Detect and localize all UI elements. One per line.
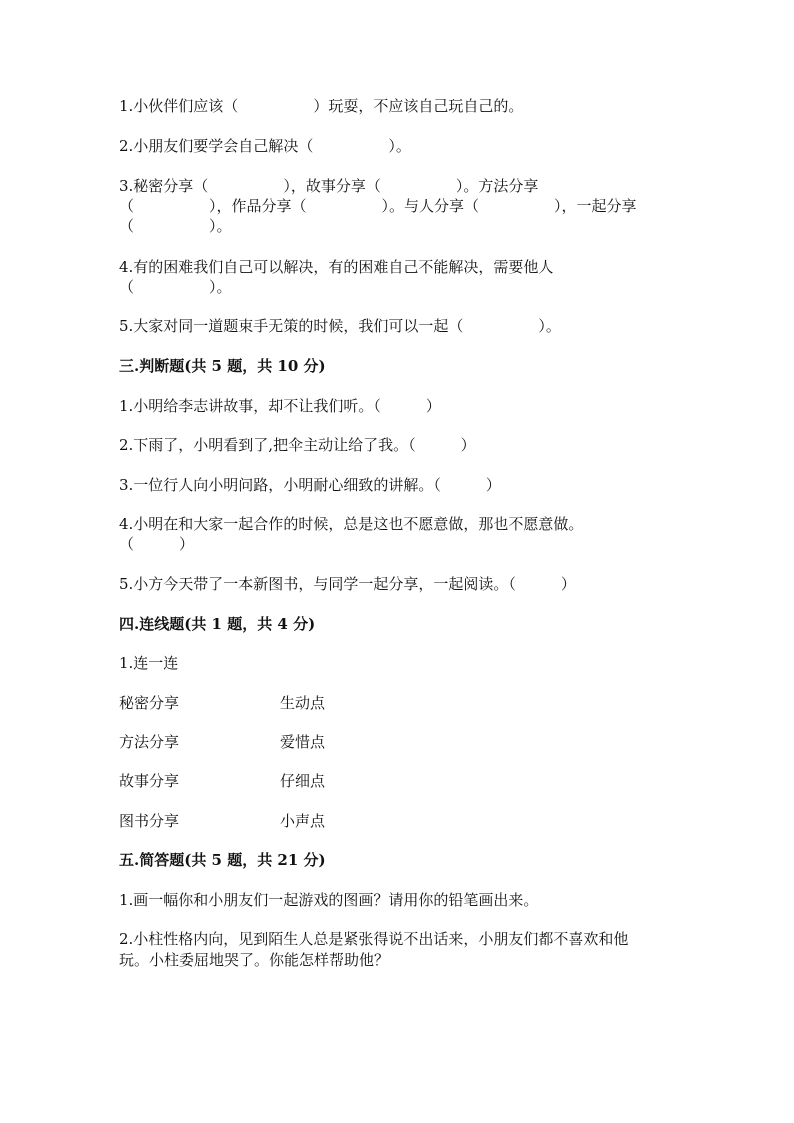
- fill-blank-q5: 5.大家对同一道题束手无策的时候，我们可以一起（ ）。: [119, 317, 561, 335]
- fill-blank-q3-line2: （ ），作品分享（ ）。与人分享（ ），一起分享: [119, 197, 637, 215]
- judge-q5: 5.小方今天带了一本新图书，与同学一起分享，一起阅读。（ ）: [119, 575, 576, 593]
- short-answer-section-heading: 五.简答题(共 5 题，共 21 分): [119, 851, 326, 869]
- judge-q3: 3.一位行人向小明问路，小明耐心细致的讲解。（ ）: [119, 476, 501, 494]
- matching-right-item: 小声点: [280, 812, 326, 830]
- matching-right-item: 爱惜点: [280, 733, 326, 751]
- matching-left-item: 故事分享: [119, 772, 180, 790]
- matching-section-heading: 四.连线题(共 1 题，共 4 分): [119, 615, 316, 633]
- matching-left-item: 秘密分享: [119, 694, 180, 712]
- judge-q2: 2.下雨了，小明看到了,把伞主动让给了我。（ ）: [119, 436, 476, 454]
- matching-right-item: 仔细点: [280, 772, 326, 790]
- matching-q1: 1.连一连: [119, 654, 179, 672]
- short-answer-q1: 1.画一幅你和小朋友们一起游戏的图画？请用你的铅笔画出来。: [119, 891, 539, 909]
- judge-q4-line2: （ ）: [119, 535, 195, 553]
- judge-section-heading: 三.判断题(共 5 题，共 10 分): [119, 357, 326, 375]
- matching-left-item: 方法分享: [119, 733, 180, 751]
- short-answer-q2-line2: 玩。小柱委屈地哭了。你能怎样帮助他？: [119, 951, 390, 969]
- fill-blank-q4-line1: 4.有的困难我们自己可以解决，有的困难自己不能解决，需要他人: [119, 258, 554, 276]
- fill-blank-q1: 1.小伙伴们应该（ ）玩耍，不应该自己玩自己的。: [119, 97, 524, 115]
- matching-left-item: 图书分享: [119, 812, 180, 830]
- matching-right-item: 生动点: [280, 694, 326, 712]
- short-answer-q2-line1: 2.小柱性格内向，见到陌生人总是紧张得说不出话来，小朋友们都不喜欢和他: [119, 930, 629, 948]
- judge-q1: 1.小明给李志讲故事，却不让我们听。（ ）: [119, 397, 441, 415]
- fill-blank-q4-line2: （ ）。: [119, 278, 232, 296]
- fill-blank-q2: 2.小朋友们要学会自己解决（ ）。: [119, 137, 411, 155]
- judge-q4-line1: 4.小明在和大家一起合作的时候，总是这也不愿意做，那也不愿意做。: [119, 515, 584, 533]
- fill-blank-q3-line3: （ ）。: [119, 217, 232, 235]
- fill-blank-q3-line1: 3.秘密分享（ ），故事分享（ ）。方法分享: [119, 177, 539, 195]
